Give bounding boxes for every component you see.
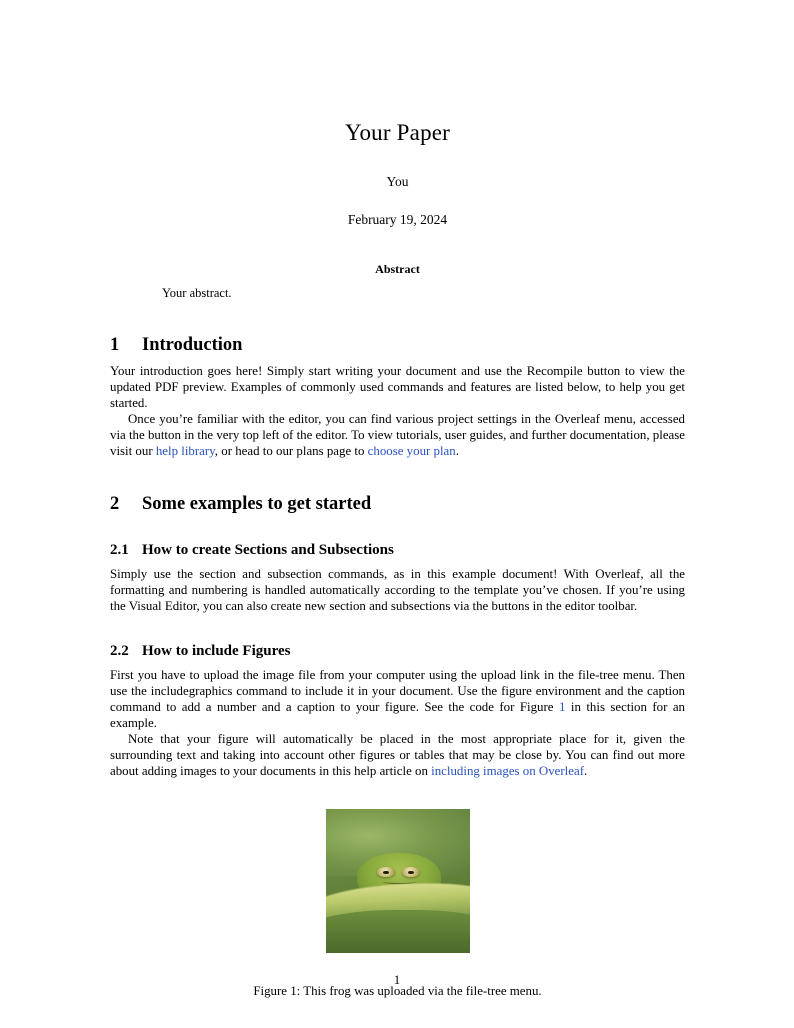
intro-p2-text-b: , or head to our plans page to xyxy=(214,443,368,458)
intro-p2-text-c: . xyxy=(455,443,459,458)
help-library-link[interactable]: help library xyxy=(155,443,215,458)
abstract-heading: Abstract xyxy=(375,262,420,276)
section-heading-examples xyxy=(110,494,685,514)
intro-paragraph-1: Your introduction goes here! Simply start writing your document and use the Recompile button to view the updated PDF preview. Examples of commonly used commands and features are listed below, to help you get started. xyxy=(110,364,685,411)
subsection-number: 2.2 xyxy=(110,642,129,659)
frog-eye-left xyxy=(377,867,395,877)
choose-your-plan-link[interactable]: choose your plan xyxy=(367,443,456,458)
subsection-number: 2.1 xyxy=(110,541,129,558)
including-images-link[interactable]: including images on Overleaf xyxy=(431,763,584,778)
document-author: You xyxy=(386,174,409,189)
frog-photo xyxy=(326,809,470,953)
sections-subsec-paragraph-1: Simply use the section and subsection commands, as in this example document! With Overleaf, all the formatting and numbering is handled automatically according to the template you’ve chosen. If you’re using the Visual Editor, you can also create new section and subsections via the buttons in the editor toolbar. xyxy=(110,567,685,614)
figure-reference-link[interactable]: 1 xyxy=(558,700,566,715)
intro-paragraph-2 xyxy=(110,412,685,460)
figure-block xyxy=(110,809,685,999)
page-content xyxy=(110,0,685,999)
figures-subsec-paragraph-2 xyxy=(110,732,685,780)
subsection-heading-sections xyxy=(110,542,685,559)
abstract-text: Your abstract. xyxy=(162,286,232,300)
section-title: Some examples to get started xyxy=(142,493,372,514)
section-heading-introduction xyxy=(110,335,685,355)
section-number: 2 xyxy=(110,493,120,514)
page-title: Your Paper xyxy=(344,120,451,145)
figures-p1-text-a: First you have to upload the image file from your computer using the upload link in the file-tree menu. Then use the includegraphics command to include it in your document. Use the figure environment and the caption command to add a number and a caption to your figure. See the code for Figure xyxy=(110,668,685,715)
figures-subsec-paragraph-1 xyxy=(110,668,685,731)
figure-caption: Figure 1: This frog was uploaded via the file-tree menu. xyxy=(253,984,542,999)
section-number: 1 xyxy=(110,335,120,355)
photo-foreground-leaf xyxy=(326,910,470,953)
frog-pupil-left xyxy=(383,871,389,875)
figures-p2-text-b: . xyxy=(584,763,588,778)
subsection-title: How to create Sections and Subsections xyxy=(142,541,394,558)
section-title: Introduction xyxy=(142,335,243,355)
figures-p2-text-a: Note that your figure will automatically be placed in the most appropriate place for it, given the surrounding text and taking into account other figures or tables that may be close by. You can find out more about adding images to your documents in this help article on xyxy=(110,731,685,778)
figures-p1-text-b: in this section for an example. xyxy=(110,700,685,730)
subsection-title: How to include Figures xyxy=(142,642,291,659)
document-date: February 19, 2024 xyxy=(347,212,448,227)
intro-p2-text-a: Once you’re familiar with the editor, you can find various project settings in the Overleaf menu, accessed via the button in the very top left of the editor. To view tutorials, user guides, and further documentation, please visit our xyxy=(110,411,685,458)
subsection-heading-figures xyxy=(110,643,685,660)
page-number: 1 xyxy=(393,973,401,987)
frog-eye-right xyxy=(402,867,420,877)
frog-pupil-right xyxy=(408,871,414,875)
